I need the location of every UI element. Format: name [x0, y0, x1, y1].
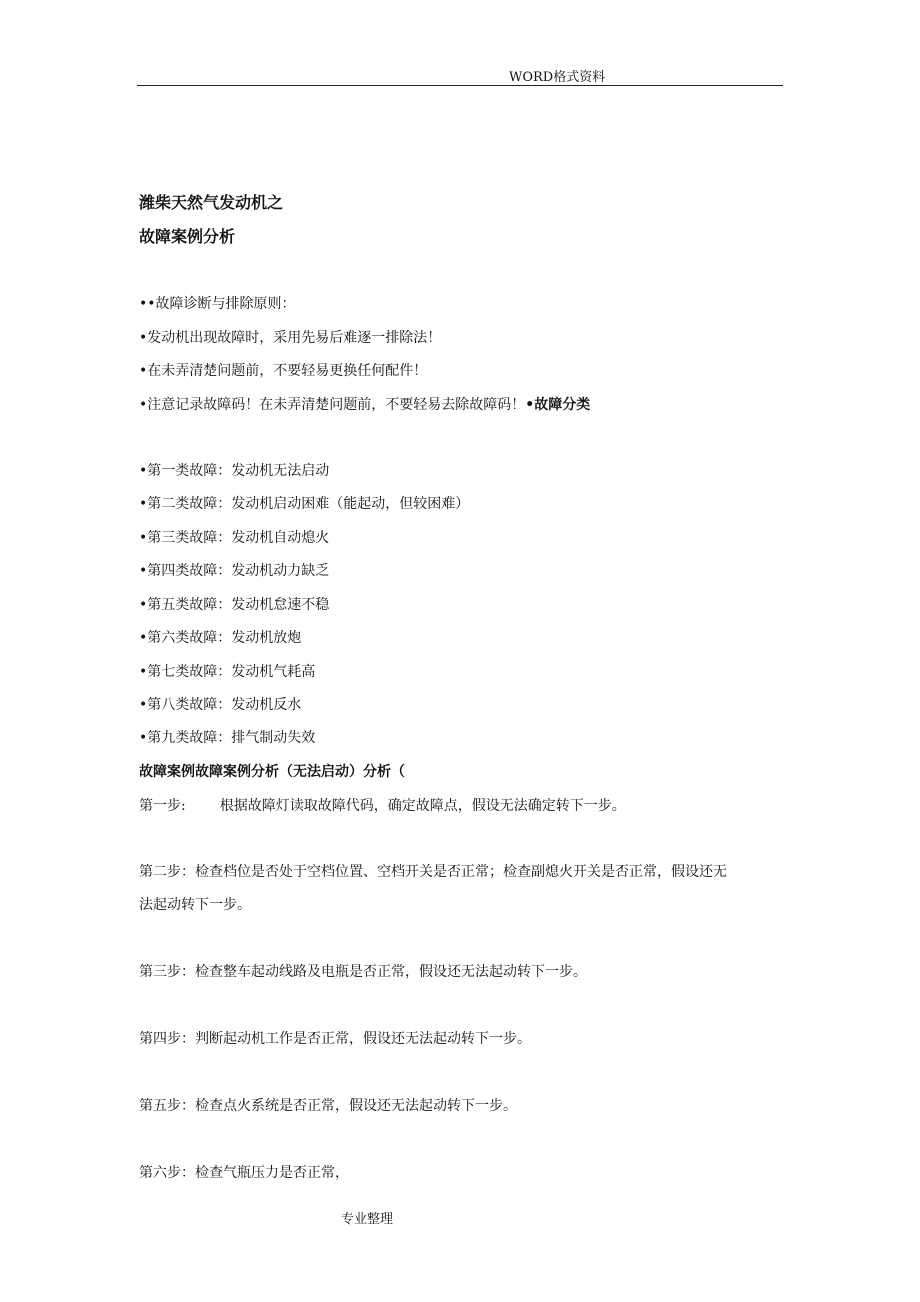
category-item: •第四类故障：发动机动力缺乏 [139, 563, 330, 579]
category-item: •第二类故障：发动机启动困难（能起动，但较困难） [139, 496, 470, 512]
category-heading: •故障分类 [525, 397, 591, 413]
analysis-step-6: 第六步：检查气瓶压力是否正常， [139, 1165, 349, 1181]
category-item: •第九类故障：排气制动失效 [139, 730, 316, 746]
category-item: •第六类故障：发动机放炮 [139, 630, 302, 646]
principle-item-with-inline-heading [139, 394, 590, 414]
page-footer: 专业整理 [341, 1212, 394, 1227]
analysis-step-1 [139, 795, 626, 815]
analysis-step-4: 第四步：判断起动机工作是否正常，假设还无法起动转下一步。 [139, 1031, 531, 1047]
category-item: •第五类故障：发动机怠速不稳 [139, 597, 330, 613]
principle-item: •注意记录故障码！在未弄清楚问题前，不要轻易去除故障码！ [139, 397, 526, 413]
category-item: •第八类故障：发动机反水 [139, 697, 302, 713]
category-item: •第一类故障：发动机无法启动 [139, 463, 330, 479]
title-line-2: 故障案例分析 [139, 227, 236, 246]
analysis-heading: 故障案例故障案例分析（无法启动）分析（ [139, 764, 405, 780]
analysis-step-3: 第三步：检查整车起动线路及电瓶是否正常，假设还无法起动转下一步。 [139, 964, 587, 980]
analysis-step-2-line-2: 法起动转下一步。 [139, 897, 251, 913]
principle-item: •在未弄清楚问题前，不要轻易更换任何配件！ [139, 363, 428, 379]
header-rule [137, 85, 783, 86]
principle-item: •发动机出现故障时，采用先易后难逐一排除法！ [139, 330, 442, 346]
step-1-text: 根据故障灯读取故障代码，确定故障点，假设无法确定转下一步。 [219, 798, 626, 814]
header-text: WORD格式资料 [509, 70, 606, 85]
category-item: •第三类故障：发动机自动熄火 [139, 530, 330, 546]
step-1-label: 第一步: [139, 798, 186, 814]
category-item: •第七类故障：发动机气耗高 [139, 664, 316, 680]
principles-heading: ••故障诊断与排除原则： [139, 296, 296, 312]
title-line-1: 潍柴天然气发动机之 [139, 193, 284, 212]
analysis-step-2-line-1: 第二步：检查档位是否处于空档位置、空档开关是否正常；检查副熄火开关是否正常，假设还无 [139, 864, 727, 880]
analysis-step-5: 第五步：检查点火系统是否正常，假设还无法起动转下一步。 [139, 1098, 517, 1114]
